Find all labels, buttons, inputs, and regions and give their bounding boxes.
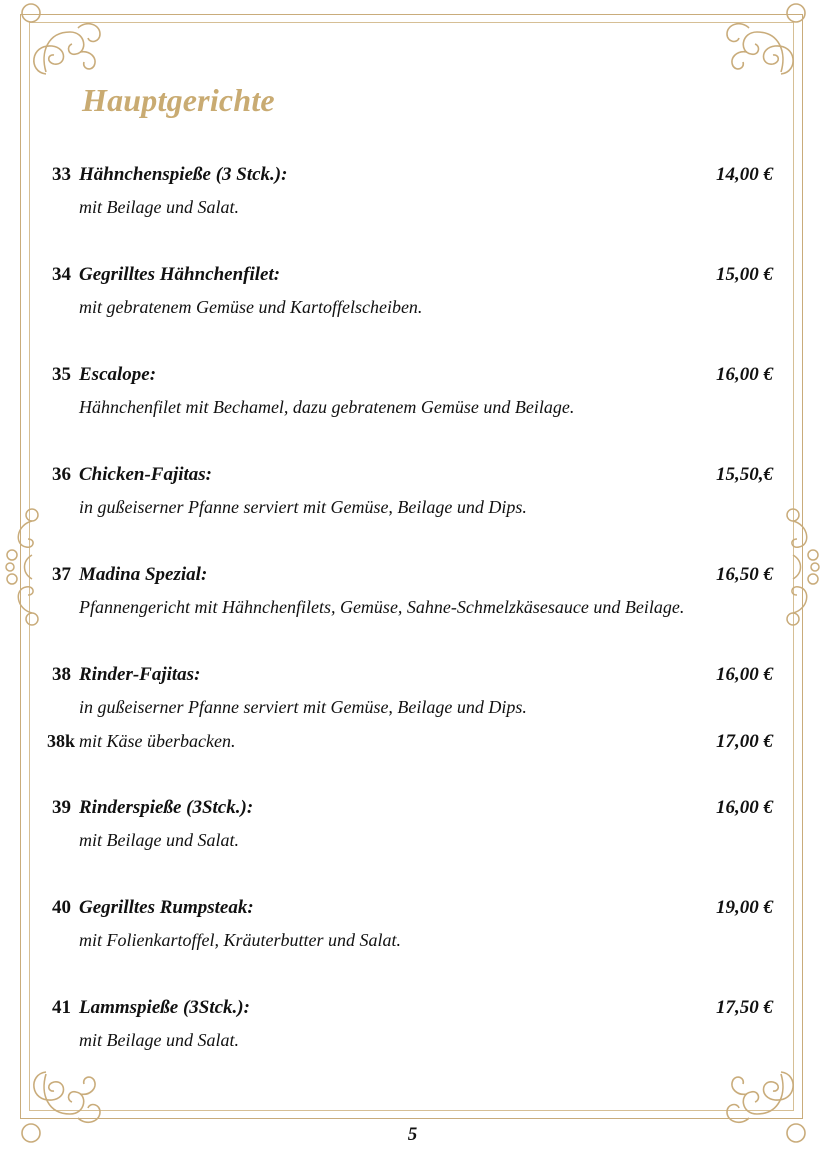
item-number: 39 (52, 797, 71, 818)
page-number: 5 (407, 1124, 418, 1145)
item-name: Gegrilltes Hähnchenfilet: (79, 264, 281, 285)
item-number: 38 (52, 664, 71, 685)
item-name: Escalope: (79, 364, 157, 385)
item-description: Pfannengericht mit Hähnchenfilets, Gemüse, Sahne-Schmelzkäsesauce und Beilage. (79, 597, 685, 617)
corner-ornament-top-left (20, 2, 112, 86)
item-name: Chicken-Fajitas: (79, 464, 213, 485)
item-description: mit Beilage und Salat. (79, 830, 239, 850)
item-number: 40 (52, 897, 71, 918)
item-name: Rinder-Fajitas: (79, 664, 201, 685)
item-description: in gußeiserner Pfanne serviert mit Gemüse, Beilage und Dips. (79, 497, 527, 517)
item-price: 16,00 € (716, 797, 773, 818)
item-price: 16,00 € (716, 364, 773, 385)
page-title: Hauptgerichte (82, 82, 275, 118)
item-description: mit Folienkartoffel, Kräuterbutter und Salat. (79, 930, 401, 950)
item-number: 34 (52, 264, 71, 285)
item-number: 35 (52, 364, 71, 385)
variant-number: 38k (47, 731, 76, 751)
item-number: 37 (52, 564, 71, 585)
item-price: 15,50,€ (716, 464, 773, 485)
item-price: 19,00 € (716, 897, 773, 918)
item-price: 16,00 € (716, 664, 773, 685)
item-description: mit Beilage und Salat. (79, 197, 239, 217)
item-name: Rinderspieße (3Stck.): (79, 797, 254, 818)
item-number: 36 (52, 464, 71, 485)
corner-ornament-top-right (715, 2, 807, 86)
item-price: 16,50 € (716, 564, 773, 585)
side-ornament-left (2, 505, 42, 629)
item-description: mit gebratenem Gemüse und Kartoffelscheiben. (79, 297, 423, 317)
item-description: mit Beilage und Salat. (79, 1030, 239, 1050)
item-price: 14,00 € (716, 164, 773, 185)
variant-description: mit Käse überbacken. (79, 731, 236, 751)
item-name: Madina Spezial: (79, 564, 208, 585)
item-price: 17,50 € (716, 997, 773, 1018)
item-number: 33 (52, 164, 71, 185)
side-ornament-right (783, 505, 823, 629)
variant-price: 17,00 € (716, 731, 773, 752)
item-description: Hähnchenfilet mit Bechamel, dazu gebratenem Gemüse und Beilage. (79, 397, 575, 417)
item-name: Hähnchenspieße (3 Stck.): (79, 164, 288, 185)
item-name: Gegrilltes Rumpsteak: (79, 897, 254, 918)
item-number: 41 (52, 997, 71, 1018)
item-name: Lammspieße (3Stck.): (79, 997, 250, 1018)
item-price: 15,00 € (716, 264, 773, 285)
item-description: in gußeiserner Pfanne serviert mit Gemüse, Beilage und Dips. (79, 697, 527, 717)
